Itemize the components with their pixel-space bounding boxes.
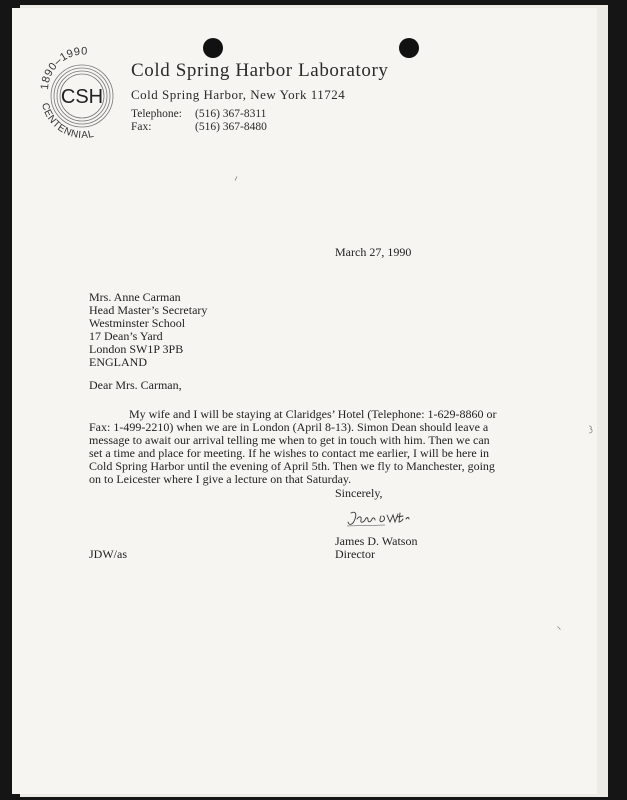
closing: Sincerely,	[335, 486, 383, 500]
body-line: set a time and place for meeting. If he wishes to contact me earlier, I will be here in	[89, 446, 490, 460]
letter-date: March 27, 1990	[335, 245, 412, 259]
recipient-line: 17 Dean’s Yard	[89, 329, 163, 343]
fax-label: Fax:	[131, 121, 152, 133]
recipient-line: ENGLAND	[89, 355, 147, 369]
recipient-address	[89, 291, 207, 369]
signer-block	[335, 535, 417, 561]
telephone-number: (516) 367-8311	[195, 108, 267, 120]
stray-mark	[557, 626, 561, 630]
fax-number: (516) 367-8480	[195, 121, 267, 133]
reference-initials: JDW/as	[89, 547, 127, 561]
body-line: Fax: 1-499-2210) when we are in London (April 8-13). Simon Dean should leave a	[89, 420, 489, 434]
organization-name: Cold Spring Harbor Laboratory	[131, 60, 389, 81]
telephone-row	[131, 108, 267, 121]
punch-hole-right	[399, 38, 419, 58]
signer-name: James D. Watson	[335, 534, 418, 548]
handwritten-signature	[345, 507, 415, 531]
body-line: message to await our arrival telling me when to get in touch with him. Then we can	[89, 433, 490, 447]
organization-address: Cold Spring Harbor, New York 11724	[131, 87, 346, 102]
seal-word: CENTENNIAL	[38, 101, 96, 142]
seal-years: 1890–1990	[38, 45, 88, 91]
letter-body	[89, 408, 497, 486]
stray-mark	[234, 176, 238, 181]
salutation: Dear Mrs. Carman,	[89, 378, 182, 392]
csh-centennial-seal	[32, 44, 132, 144]
seal-initials: CSH	[60, 86, 104, 108]
recipient-line: Mrs. Anne Carman	[89, 290, 181, 304]
contact-block	[131, 108, 267, 134]
body-line: Cold Spring Harbor until the evening of April 5th. Then we fly to Manchester, going	[89, 459, 495, 473]
body-line: on to Leicester where I give a lecture on that Saturday.	[89, 472, 352, 486]
signer-title: Director	[335, 547, 375, 561]
punch-hole-left	[203, 38, 223, 58]
letter-page	[12, 8, 597, 794]
margin-mark	[588, 425, 593, 434]
recipient-line: Head Master’s Secretary	[89, 303, 208, 317]
recipient-line: London SW1P 3PB	[89, 342, 184, 356]
body-line: My wife and I will be staying at Claridges’ Hotel (Telephone: 1-629-8860 or	[129, 407, 497, 421]
recipient-line: Westminster School	[89, 316, 186, 330]
fax-row	[131, 121, 267, 134]
telephone-label: Telephone:	[131, 108, 182, 120]
